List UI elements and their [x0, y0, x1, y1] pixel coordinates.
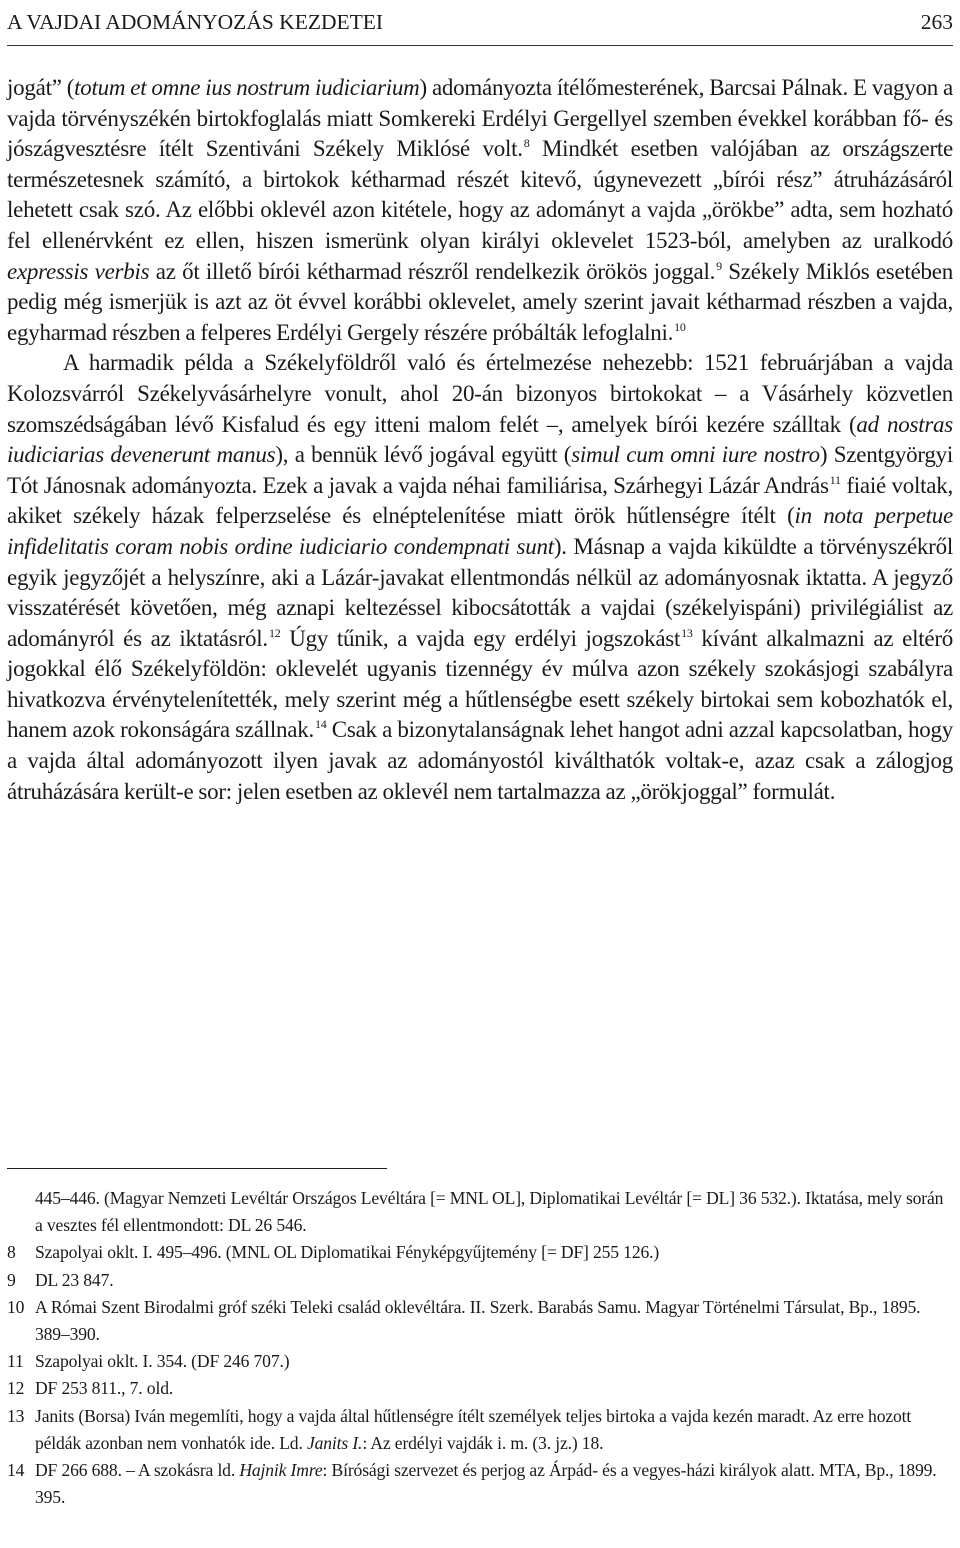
- footnote-ref-14[interactable]: 14: [314, 717, 327, 732]
- footnote-ref-8[interactable]: 8: [523, 136, 530, 151]
- footnote-7-continued: 445–446. (Magyar Nemzeti Levéltár Országos Levéltára [= MNL OL], Diplomatikai Levéltár [= DL] 36 532.). Iktatása, mely során a vesztes fél ellentmondott: DL 26 546.: [35, 1188, 944, 1236]
- footnote-10: 10 A Római Szent Birodalmi gróf széki Teleki család oklevéltára. II. Szerk. Barabás Samu. Magyar Történelmi Társulat, Bp., 1895. 389–390.: [7, 1294, 953, 1348]
- footnote-9: 9 DL 23 847.: [7, 1267, 953, 1294]
- footnote-number: 8: [7, 1242, 16, 1263]
- footnote-ref-10[interactable]: 10: [674, 319, 686, 334]
- footnote-number: 12: [7, 1378, 25, 1399]
- footnote-number: 9: [7, 1269, 16, 1290]
- header-rule: [7, 45, 953, 46]
- footnote-12: 12 DF 253 811., 7. old.: [7, 1375, 953, 1402]
- page-number: 263: [920, 10, 953, 34]
- paragraph-1: jogát” (totum et omne ius nostrum iudiciarium) adományozta ítélőmesterének, Barcsai Pálnak. E vagyon a vajda törvényszékén birtokfoglalás miatt Somkereki Erdélyi Gergellyel szemben évekkel korábban fő- és jószágvesztésre ítélt Szentiváni Székely Miklósé volt.$^8$ Mindkét esetben valójában az országszerte természetesnek számító, a birtokok kétharmad részét kitevő, úgynevezett „bírói rész” átruházásáról lehetett csak szó. Az előbbi oklevél azon kitétele, hogy az adományt a vajda „örökbe” adta, sem hozható fel ellenérvként ez ellen, hiszen ismerünk olyan királyi oklevelet 1523-ból, amelyben az uralkodó expressis verbis az őt illető bírói kétharmad részről rendelkezik örökös joggal.$^9$ Székely Miklós esetében pedig még ismerjük is azt az öt évvel korábbi oklevelet, amely szerint javait kétharmad részben a vajda, egyharmad részben a felperes Erdélyi Gergely részére próbálták lefoglalni.$^{10}$: [7, 75, 953, 345]
- footnote-number: 14: [7, 1460, 25, 1481]
- footnote-ref-12[interactable]: 12: [268, 625, 281, 640]
- chapter-title: A VAJDAI ADOMÁNYOZÁS KEZDETEI: [7, 10, 384, 34]
- running-head: [7, 2, 953, 42]
- footnote-13: 13 Janits (Borsa) Iván megemlíti, hogy a vajda által hűtlenségre ítélt személyek teljes birtoka a vajda kezén maradt. Az erre hozott példák azonban nem vonhatók ide. Ld. Janits I.: Az erdélyi vajdák i. m. (3. jz.) 18.: [7, 1403, 953, 1457]
- footnote-14: 14 DF 266 688. – A szokásra ld. Hajnik Imre: Bírósági szervezet és perjog az Árpád- és a vegyes-házi királyok alatt. MTA, Bp., 1899. 395.: [7, 1457, 953, 1511]
- footnote-number: 11: [7, 1351, 24, 1372]
- footnote-11: 11 Szapolyai oklt. I. 354. (DF 246 707.): [7, 1348, 953, 1375]
- footnote-ref-13[interactable]: 13: [681, 625, 693, 640]
- footnote-ref-11[interactable]: 11: [829, 472, 841, 487]
- footnote-number: 10: [7, 1296, 25, 1317]
- footnote-ref-9[interactable]: 9: [716, 258, 722, 273]
- footnote-separator: [7, 1168, 387, 1169]
- footnotes: [7, 1185, 953, 1511]
- paragraph-2: A harmadik példa a Székelyföldről való és értelmezése nehezebb: 1521 februárjában a vajda Kolozsvárról Székelyvásárhelyre vonult, ahol 20-án bizonyos birtokokat – a Vásárhely közvetlen szomszédságában lévő Kisfalud és egy itteni malom felét –, amelyek bírói kezére szálltak (ad nostras iudiciarias devenerunt manus), a bennük lévő jogával együtt (simul cum omni iure nostro) Szentgyörgyi Tót Jánosnak adományozta. Ezek a javak a vajda néhai familiárisa, Szárhegyi Lázár András$^{11}$ fiaié voltak, akiket székely házak felperzselése és elnéptelenítése miatt örök hűtlenségre ítélt (in nota perpetue infidelitatis coram nobis ordine iudiciario condempnati sunt). Másnap a vajda kiküldte a törvényszékről egyik jegyzőjét a helyszínre, aki a Lázár-javakat ellentmondás nélkül az adományosnak iktatta. A jegyző visszatérését követően, még aznapi keltezéssel kibocsátották a vajdai (székelyispáni) privilégiálist az adományról és az iktatásról.$^{12}$ Úgy tűnik, a vajda egy erdélyi jogszokást$^{13}$ kívánt alkalmazni az eltérő jogokkal élő Székelyföldön: oklevelét ugyanis tizennégy év múlva azon székely szokásjogi szabályra hivatkozva érvénytelenítették, mely szerint még a hűtlenségbe esett székely birtokai sem kobozhatók el, hanem azok rokonságára szállnak.$^{14}$ Csak a bizonytalanságnak lehet hangot adni azzal kapcsolatban, hogy a vajda által adományozott ilyen javak az adományostól kiválthatók voltak-e, azaz csak a zálogjog átruházására került-e sor: jelen esetben az oklevél nem tartalmazza az „örökjoggal” formulát.: [7, 350, 954, 804]
- footnote-8: 8 Szapolyai oklt. I. 495–496. (MNL OL Diplomatikai Fényképgyűjtemény [= DF] 255 126.): [7, 1239, 953, 1266]
- footnote-number: 13: [7, 1405, 25, 1426]
- main-text: [7, 73, 953, 807]
